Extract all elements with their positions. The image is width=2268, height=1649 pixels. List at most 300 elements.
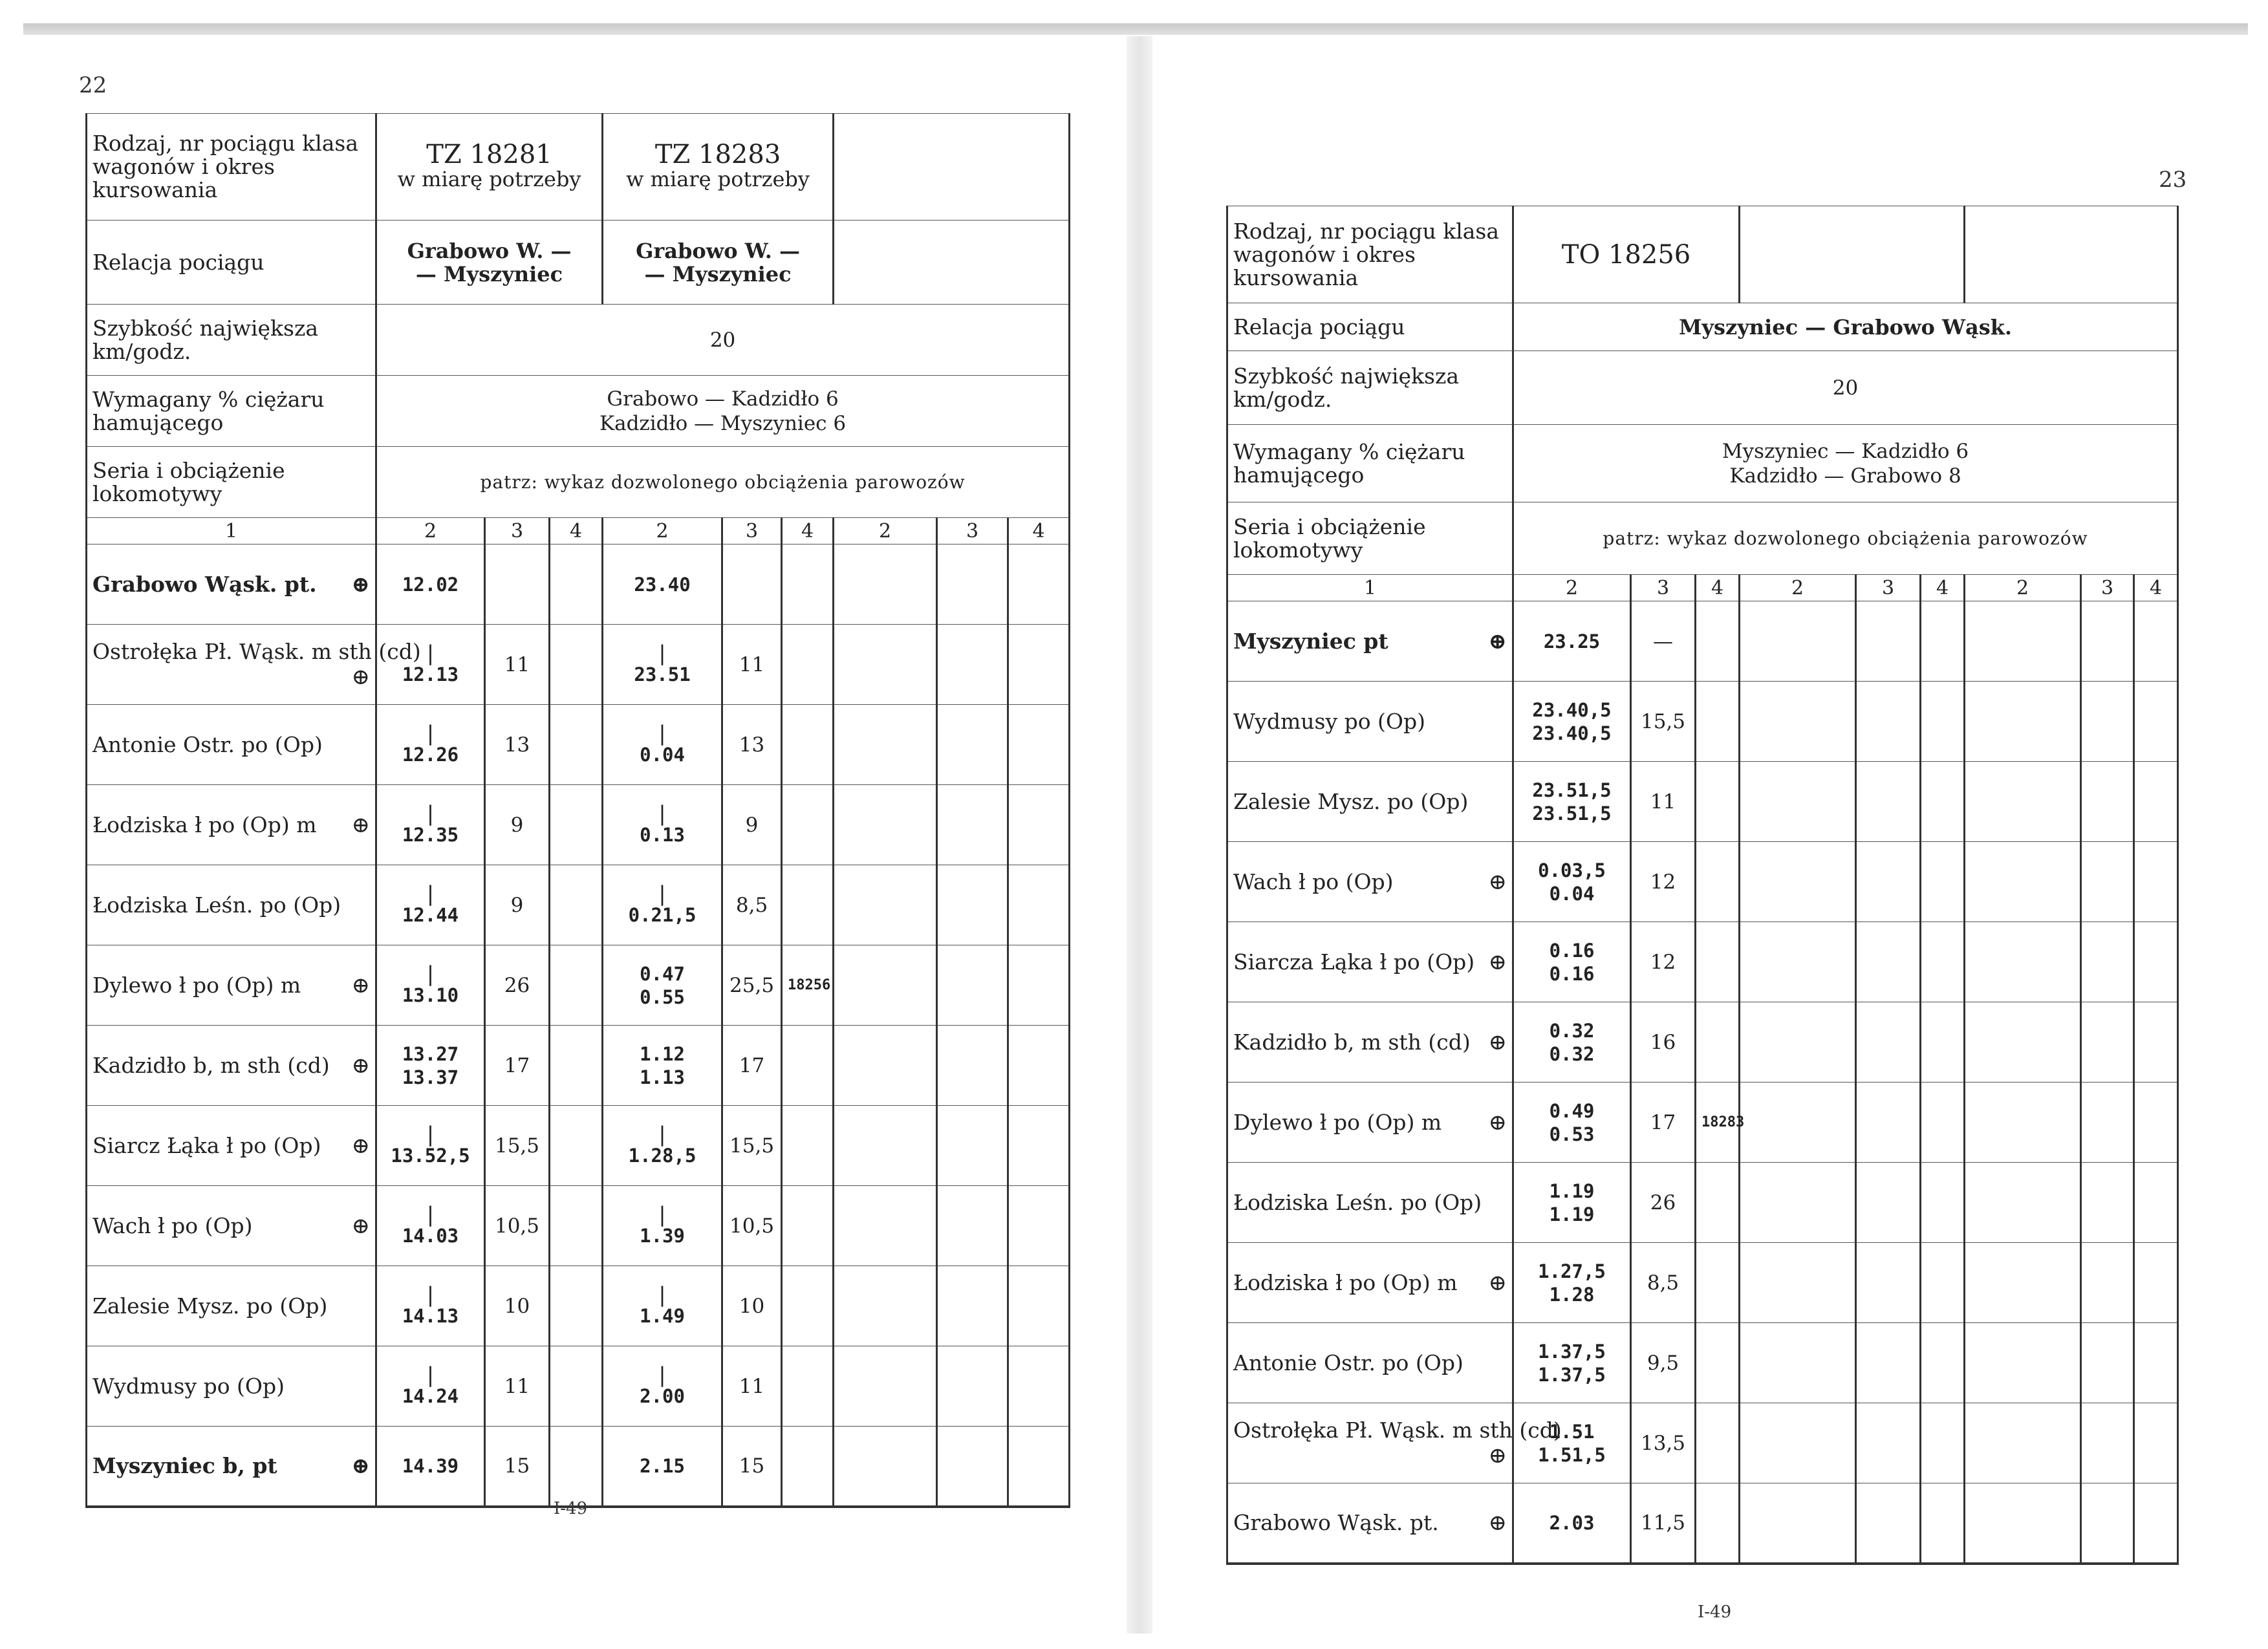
crossing-note (1696, 842, 1740, 922)
station-label: Antonie Ostr. po (Op) (92, 732, 323, 757)
minutes-cell: 15,5 (1631, 682, 1696, 762)
empty-cell (1965, 1163, 2081, 1243)
minutes-cell: 13 (485, 705, 550, 785)
row-label-relation: Relacja pociągu (1227, 303, 1513, 351)
station-label: Kadzidło b, m sth (cd) (1233, 1029, 1471, 1055)
pass-through-mark: | (656, 1362, 669, 1387)
time-cell (1513, 1243, 1631, 1323)
empty-cell (2081, 1002, 2134, 1083)
crossing-note (782, 1106, 834, 1186)
time-cell (1513, 1002, 1631, 1083)
minutes-cell: 15 (722, 1427, 782, 1507)
time-cell (1513, 1163, 1631, 1243)
empty-cell (1008, 1346, 1070, 1427)
station-symbol-icon: ⊕ (351, 664, 370, 690)
empty-cell (2134, 1002, 2178, 1083)
time-value: 13.37 (402, 1066, 459, 1088)
minutes-cell: 11 (722, 1346, 782, 1427)
empty-cell (2081, 1323, 2134, 1403)
time-cell (376, 1026, 485, 1106)
table-row (1227, 1083, 2178, 1163)
empty-cell (1921, 1163, 1965, 1243)
time-cell (1513, 601, 1631, 682)
crossing-note (1696, 682, 1740, 762)
station-label: Siarcza Łąka ł po (Op) (1233, 949, 1475, 975)
time-cell (376, 1427, 485, 1507)
minutes-cell: 17 (1631, 1083, 1696, 1163)
minutes-cell: 26 (1631, 1163, 1696, 1243)
minutes-cell: 25,5 (722, 945, 782, 1026)
empty-cell (550, 945, 603, 1026)
empty-cell (550, 544, 603, 625)
time-cell (603, 705, 722, 785)
time-value: 0.32 (1549, 1042, 1595, 1065)
table-row (1227, 1483, 2178, 1564)
empty-cell (1740, 1483, 1856, 1564)
time-cell (603, 945, 722, 1026)
crossing-note (1696, 762, 1740, 842)
empty-cell (937, 945, 1008, 1026)
minutes-cell: 11 (722, 625, 782, 705)
time-value: 1.39 (640, 1224, 685, 1247)
station-name (87, 1266, 376, 1346)
empty-cell (2134, 601, 2178, 682)
empty-cell (1740, 1323, 1856, 1403)
time-value: 0.13 (640, 823, 685, 846)
train-note: w miarę potrzeby (626, 167, 810, 191)
empty-cell (1965, 1403, 2081, 1483)
time-cell (603, 1427, 722, 1507)
empty-cell (1856, 1002, 1921, 1083)
empty-cell (1965, 1483, 2081, 1564)
station-name (87, 544, 376, 625)
station-label: Kadzidło b, m sth (cd) (92, 1052, 330, 1078)
pass-through-mark: | (424, 1121, 437, 1147)
column-number: 4 (550, 518, 603, 544)
empty-cell (550, 785, 603, 865)
minutes-cell: 9 (722, 785, 782, 865)
pass-through-mark: | (656, 640, 669, 665)
empty-cell (2081, 1243, 2134, 1323)
station-symbol-icon: ⊕ (1488, 1443, 1507, 1469)
time-value: 0.53 (1549, 1123, 1595, 1145)
time-value: 12.35 (402, 823, 459, 846)
station-name (87, 705, 376, 785)
train-header-18281 (376, 114, 603, 221)
station-symbol-icon: ⊕ (1488, 1269, 1507, 1296)
empty-cell (1856, 1083, 1921, 1163)
empty-cell (834, 785, 937, 865)
empty-cell (937, 544, 1008, 625)
scan-top-edge (23, 23, 2248, 35)
right-timetable (1226, 206, 2179, 1565)
station-name (1227, 601, 1513, 682)
time-value: 23.40,5 (1532, 722, 1612, 744)
station-name (1227, 1323, 1513, 1403)
station-name (87, 945, 376, 1026)
column-number: 2 (834, 518, 937, 544)
relation-18256: Myszyniec — Grabowo Wąsk. (1513, 303, 2178, 351)
column-number: 2 (1965, 575, 2081, 601)
station-name (87, 1106, 376, 1186)
time-value: 13.52,5 (391, 1144, 470, 1167)
minutes-cell: 12 (1631, 922, 1696, 1002)
station-label: Łodziska ł po (Op) m (1233, 1269, 1458, 1295)
train-header-18283 (603, 114, 834, 221)
brake-line: Kadzidło — Grabowo 8 (1729, 464, 1961, 488)
empty-cell (1856, 842, 1921, 922)
time-value: 0.16 (1549, 939, 1595, 962)
empty-cell (1921, 922, 1965, 1002)
empty-cell (2134, 1163, 2178, 1243)
table-row (87, 625, 1070, 705)
row-label-brake: Wymagany % ciężaru hamującego (1227, 425, 1513, 502)
time-cell (1513, 1403, 1631, 1483)
empty-cell (2081, 922, 2134, 1002)
empty-cell (937, 865, 1008, 945)
empty-cell (1740, 1163, 1856, 1243)
time-value: 1.51 (1549, 1420, 1595, 1443)
minutes-cell: 15,5 (485, 1106, 550, 1186)
column-number: 2 (1740, 575, 1856, 601)
station-symbol-icon: ⊕ (1488, 949, 1507, 975)
column-number: 4 (782, 518, 834, 544)
empty-cell (1008, 945, 1070, 1026)
left-footer: I-49 (554, 1499, 588, 1518)
empty-cell (550, 1266, 603, 1346)
right-station-rows (1227, 601, 2178, 1564)
pass-through-mark: | (424, 961, 437, 986)
empty-cell (1921, 601, 1965, 682)
time-cell (376, 1346, 485, 1427)
crossing-note (1696, 1163, 1740, 1243)
table-row (87, 1427, 1070, 1507)
time-value: 1.28,5 (628, 1144, 697, 1167)
crossing-note (782, 785, 834, 865)
station-label: Dylewo ł po (Op) m (1233, 1109, 1442, 1135)
time-value: 23.40,5 (1532, 698, 1612, 721)
empty-cell (1008, 1106, 1070, 1186)
minutes-cell: — (1631, 601, 1696, 682)
pass-through-mark: | (424, 720, 437, 746)
crossing-note (1696, 1323, 1740, 1403)
station-name (1227, 842, 1513, 922)
minutes-cell: 10,5 (485, 1186, 550, 1266)
empty-cell (1921, 1483, 1965, 1564)
station-label: Dylewo ł po (Op) m (92, 972, 301, 998)
column-number: 4 (1008, 518, 1070, 544)
empty-cell (1008, 705, 1070, 785)
station-label: Zalesie Mysz. po (Op) (1233, 789, 1469, 814)
time-cell (1513, 1483, 1631, 1564)
empty-train-header (834, 114, 1070, 221)
pass-through-mark: | (656, 720, 669, 746)
station-name (1227, 922, 1513, 1002)
empty-cell (1965, 1243, 2081, 1323)
empty-cell (1965, 1323, 2081, 1403)
time-value: 0.49 (1549, 1099, 1595, 1122)
time-cell (376, 625, 485, 705)
station-label: Wydmusy po (Op) (1233, 709, 1425, 734)
minutes-cell (722, 544, 782, 625)
empty-cell (1965, 682, 2081, 762)
time-value: 0.04 (1549, 882, 1595, 905)
time-value: 2.03 (1549, 1511, 1595, 1534)
crossing-note (782, 865, 834, 945)
crossing-note (782, 1186, 834, 1266)
train-header-18256 (1513, 206, 1740, 303)
station-label: Ostrołęka Pł. Wąsk. m sth (cd) (1233, 1417, 1562, 1443)
column-number: 4 (2134, 575, 2178, 601)
empty-cell (1965, 601, 2081, 682)
empty-cell (1740, 1403, 1856, 1483)
empty-cell (2134, 1323, 2178, 1403)
time-value: 1.37,5 (1538, 1340, 1606, 1363)
minutes-cell: 11 (485, 1346, 550, 1427)
minutes-cell: 17 (722, 1026, 782, 1106)
relation-line: Grabowo W. — (407, 238, 572, 263)
brake-values (376, 376, 1070, 447)
time-value: 1.27,5 (1538, 1260, 1606, 1282)
time-value: 1.28 (1549, 1283, 1595, 1306)
empty-cell (834, 1427, 937, 1507)
empty-cell (1856, 1323, 1921, 1403)
station-symbol-icon: ⊕ (1488, 628, 1507, 654)
empty-cell (1921, 762, 1965, 842)
empty-cell (937, 1346, 1008, 1427)
empty-cell (550, 1346, 603, 1427)
station-label: Łodziska ł po (Op) m (92, 812, 317, 837)
minutes-cell (485, 544, 550, 625)
minutes-cell: 8,5 (1631, 1243, 1696, 1323)
empty-cell (1008, 1186, 1070, 1266)
empty-cell (550, 705, 603, 785)
column-number: 3 (485, 518, 550, 544)
column-number: 4 (1696, 575, 1740, 601)
time-cell (603, 544, 722, 625)
table-row (1227, 1163, 2178, 1243)
row-label-brake: Wymagany % ciężaru hamującego (87, 376, 376, 447)
time-value: 1.51,5 (1538, 1443, 1606, 1466)
empty-cell (937, 1026, 1008, 1106)
empty-cell (937, 785, 1008, 865)
time-value: 23.51 (634, 663, 691, 685)
crossing-note (1696, 601, 1740, 682)
time-cell (603, 785, 722, 865)
time-cell (1513, 682, 1631, 762)
time-cell (376, 945, 485, 1026)
time-cell (376, 785, 485, 865)
left-page-number: 22 (79, 72, 107, 98)
empty-cell (1921, 842, 1965, 922)
table-row (87, 705, 1070, 785)
time-value: 12.02 (402, 573, 459, 596)
table-row (1227, 1002, 2178, 1083)
minutes-cell: 10,5 (722, 1186, 782, 1266)
station-name (87, 1186, 376, 1266)
table-row (87, 1186, 1070, 1266)
row-label-locomotive: Seria i obciążenie lokomotywy (87, 447, 376, 518)
table-row (87, 1106, 1070, 1186)
station-name (1227, 1163, 1513, 1243)
empty-cell (937, 1427, 1008, 1507)
row-label-train-type: Rodzaj, nr pociągu klasa wagonów i okres kursowania (87, 114, 376, 221)
crossing-note (1696, 1243, 1740, 1323)
table-row (1227, 601, 2178, 682)
crossing-note (1696, 922, 1740, 1002)
time-value: 1.12 (640, 1042, 685, 1065)
crossing-note (782, 1266, 834, 1346)
speed-value: 20 (1513, 351, 2178, 425)
time-value: 12.44 (402, 903, 459, 926)
brake-values (1513, 425, 2178, 502)
empty-cell (834, 945, 937, 1026)
minutes-cell: 17 (485, 1026, 550, 1106)
empty-cell (550, 1106, 603, 1186)
time-value: 14.13 (402, 1304, 459, 1327)
time-cell (1513, 842, 1631, 922)
empty-cell (2134, 682, 2178, 762)
pass-through-mark: | (656, 1202, 669, 1227)
empty-cell (1921, 682, 1965, 762)
station-label: Wach ł po (Op) (1233, 868, 1394, 894)
empty-cell (2081, 682, 2134, 762)
empty-cell (1008, 865, 1070, 945)
station-label: Ostrołęka Pł. Wąsk. m sth (cd) (92, 639, 421, 664)
station-label: Myszyniec b, pt (92, 1452, 277, 1478)
empty-cell (834, 865, 937, 945)
time-value: 0.21,5 (628, 903, 697, 926)
empty-cell (550, 865, 603, 945)
column-number: 3 (937, 518, 1008, 544)
empty-cell (1740, 1002, 1856, 1083)
station-name (1227, 1483, 1513, 1564)
empty-cell (2081, 1163, 2134, 1243)
station-label: Łodziska Leśn. po (Op) (92, 892, 341, 918)
station-label: Antonie Ostr. po (Op) (1233, 1350, 1463, 1375)
time-cell (376, 865, 485, 945)
table-row (1227, 842, 2178, 922)
empty-cell (1965, 922, 2081, 1002)
empty-cell (1921, 1243, 1965, 1323)
minutes-cell: 26 (485, 945, 550, 1026)
row-label-locomotive: Seria i obciążenie lokomotywy (1227, 502, 1513, 575)
table-row (87, 1266, 1070, 1346)
station-symbol-icon: ⊕ (351, 571, 370, 598)
empty-train-header (1740, 206, 1965, 303)
crossing-note: 18256 (782, 945, 834, 1026)
table-row (1227, 1243, 2178, 1323)
time-cell (1513, 1083, 1631, 1163)
time-cell (603, 1346, 722, 1427)
empty-cell (1856, 762, 1921, 842)
empty-cell (937, 1186, 1008, 1266)
crossing-note (1696, 1403, 1740, 1483)
train-note: w miarę potrzeby (397, 167, 581, 191)
station-label: Łodziska Leśn. po (Op) (1233, 1190, 1482, 1215)
empty-cell (834, 1026, 937, 1106)
minutes-cell: 9 (485, 865, 550, 945)
time-value: 1.13 (640, 1066, 685, 1088)
time-cell (376, 705, 485, 785)
time-value: 1.37,5 (1538, 1363, 1606, 1386)
empty-cell (834, 1346, 937, 1427)
time-cell (376, 544, 485, 625)
empty-cell (1740, 1083, 1856, 1163)
station-label: Grabowo Wąsk. pt. (1233, 1509, 1439, 1535)
empty-cell (2081, 842, 2134, 922)
station-name (87, 1346, 376, 1427)
time-value: 13.10 (402, 984, 459, 1006)
table-row (1227, 1323, 2178, 1403)
empty-cell (550, 1026, 603, 1106)
station-symbol-icon: ⊕ (1488, 1109, 1507, 1136)
crossing-note (782, 1026, 834, 1106)
crossing-note (782, 544, 834, 625)
empty-cell (1740, 842, 1856, 922)
empty-cell (1921, 1403, 1965, 1483)
relation-line: — Myszyniec (415, 261, 563, 286)
relation-18281 (376, 221, 603, 305)
time-value: 1.49 (640, 1304, 685, 1327)
empty-cell (1965, 1002, 2081, 1083)
crossing-note (782, 1346, 834, 1427)
station-name (87, 785, 376, 865)
minutes-cell: 13,5 (1631, 1403, 1696, 1483)
time-cell (376, 1106, 485, 1186)
minutes-cell: 8,5 (722, 865, 782, 945)
station-symbol-icon: ⊕ (351, 812, 370, 838)
empty-cell (937, 1266, 1008, 1346)
empty-cell (1856, 682, 1921, 762)
empty-cell (1008, 785, 1070, 865)
empty-cell (1921, 1323, 1965, 1403)
station-symbol-icon: ⊕ (1488, 1029, 1507, 1055)
crossing-note (782, 625, 834, 705)
station-label: Wach ł po (Op) (92, 1212, 253, 1238)
empty-cell (1008, 1427, 1070, 1507)
column-number: 1 (1227, 575, 1513, 601)
station-label: Zalesie Mysz. po (Op) (92, 1293, 328, 1319)
empty-cell (2134, 1483, 2178, 1564)
table-row (1227, 682, 2178, 762)
column-number: 1 (87, 518, 376, 544)
time-value: 0.32 (1549, 1019, 1595, 1042)
station-symbol-icon: ⊕ (351, 1212, 370, 1239)
time-cell (376, 1186, 485, 1266)
crossing-note: 18283 (1696, 1083, 1740, 1163)
empty-cell (1008, 625, 1070, 705)
crossing-note (782, 1427, 834, 1507)
station-label: Wydmusy po (Op) (92, 1374, 285, 1399)
crossing-note (782, 705, 834, 785)
station-label: Grabowo Wąsk. pt. (92, 571, 317, 597)
row-label-relation: Relacja pociągu (87, 221, 376, 305)
column-number: 2 (376, 518, 485, 544)
row-label-train-type: Rodzaj, nr pociągu klasa wagonów i okres kursowania (1227, 206, 1513, 303)
empty-cell (1856, 601, 1921, 682)
time-value: 0.16 (1549, 962, 1595, 985)
minutes-cell: 10 (722, 1266, 782, 1346)
pass-through-mark: | (424, 1202, 437, 1227)
empty-cell (834, 544, 937, 625)
time-value: 0.55 (640, 986, 685, 1008)
empty-cell (2081, 762, 2134, 842)
crossing-note (1696, 1002, 1740, 1083)
pass-through-mark: | (656, 1282, 669, 1307)
column-number: 3 (2081, 575, 2134, 601)
station-name (1227, 1403, 1562, 1483)
